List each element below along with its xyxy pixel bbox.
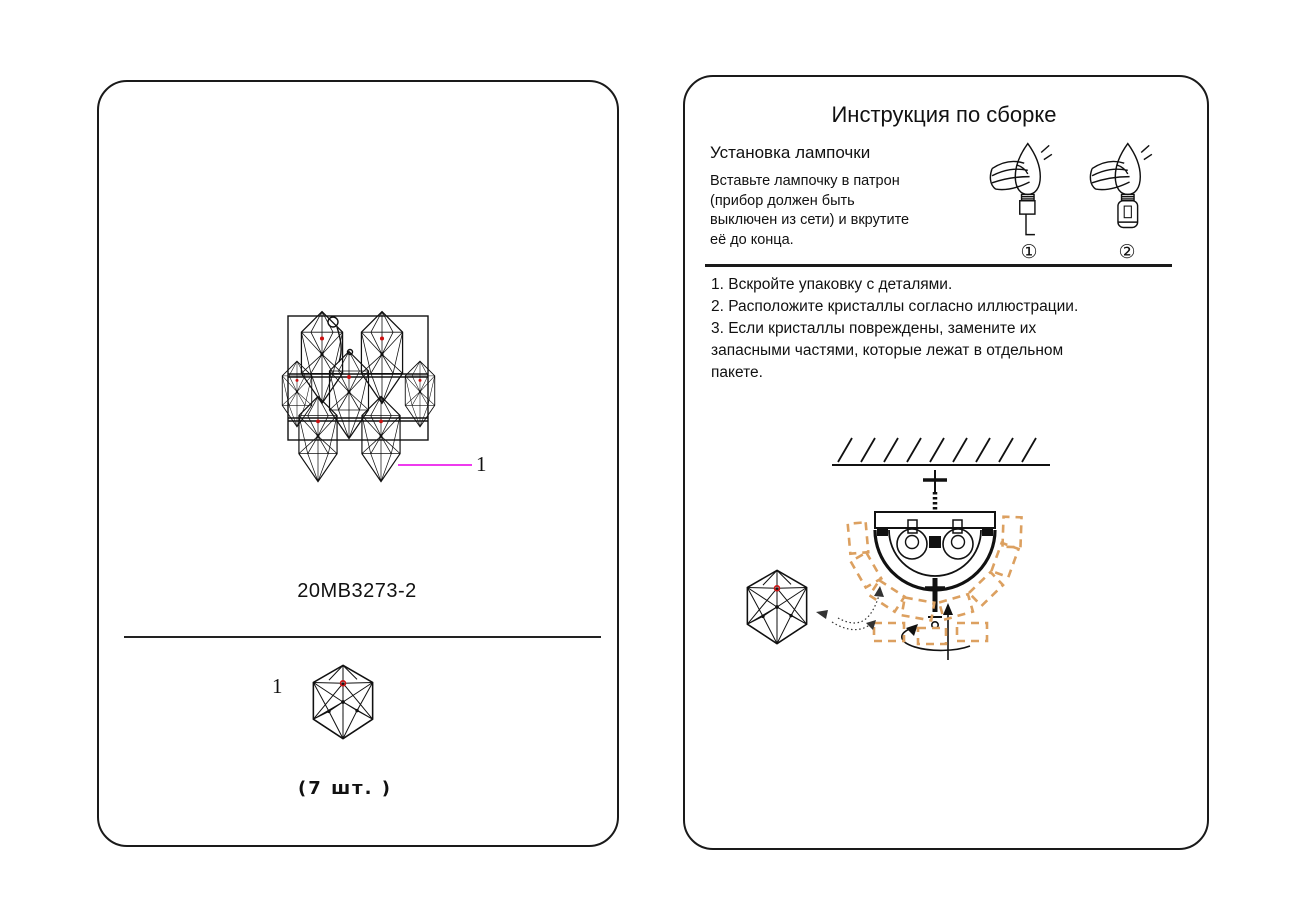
part-index: 1 xyxy=(272,674,283,698)
crystal-part-icon xyxy=(304,661,382,743)
bulb-section-heading: Установка лампочки xyxy=(710,143,871,162)
mounting-diagram xyxy=(720,420,1100,680)
callout-number: 1 xyxy=(476,452,487,476)
model-number: 20MB3273-2 xyxy=(297,580,417,602)
step-line: запасными частями, которые лежат в отдельном xyxy=(711,342,1064,359)
parts-divider xyxy=(124,636,601,638)
part-quantity: (7 шт. ) xyxy=(298,778,392,799)
page-title: Инструкция по сборке xyxy=(831,102,1057,127)
section-rule xyxy=(705,264,1172,267)
body-line: Вставьте лампочку в патрон xyxy=(710,173,900,189)
step-line: 2. Расположите кристаллы согласно иллюстрации. xyxy=(711,298,1079,315)
bulb-section-body xyxy=(710,172,990,250)
step-line: пакете. xyxy=(711,364,763,381)
crystal-icon xyxy=(747,570,806,643)
body-line: (прибор должен быть xyxy=(710,192,855,209)
figure-2-label: ② xyxy=(1118,241,1136,263)
sconce-drawing xyxy=(287,310,437,485)
bulb-install-step2-figure xyxy=(1086,140,1166,240)
assembly-steps xyxy=(711,274,1191,384)
body-line: её до конца. xyxy=(710,231,794,248)
step-line: 1. Вскройте упаковку с деталями. xyxy=(711,276,953,293)
body-line: выключен из сети) и вкрутите xyxy=(710,212,910,228)
bulb-install-step1-figure xyxy=(986,140,1066,240)
step-line: 3. Если кристаллы повреждены, замените их xyxy=(711,320,1037,337)
callout-line xyxy=(398,464,472,466)
figure-1-label: ① xyxy=(1020,241,1038,263)
